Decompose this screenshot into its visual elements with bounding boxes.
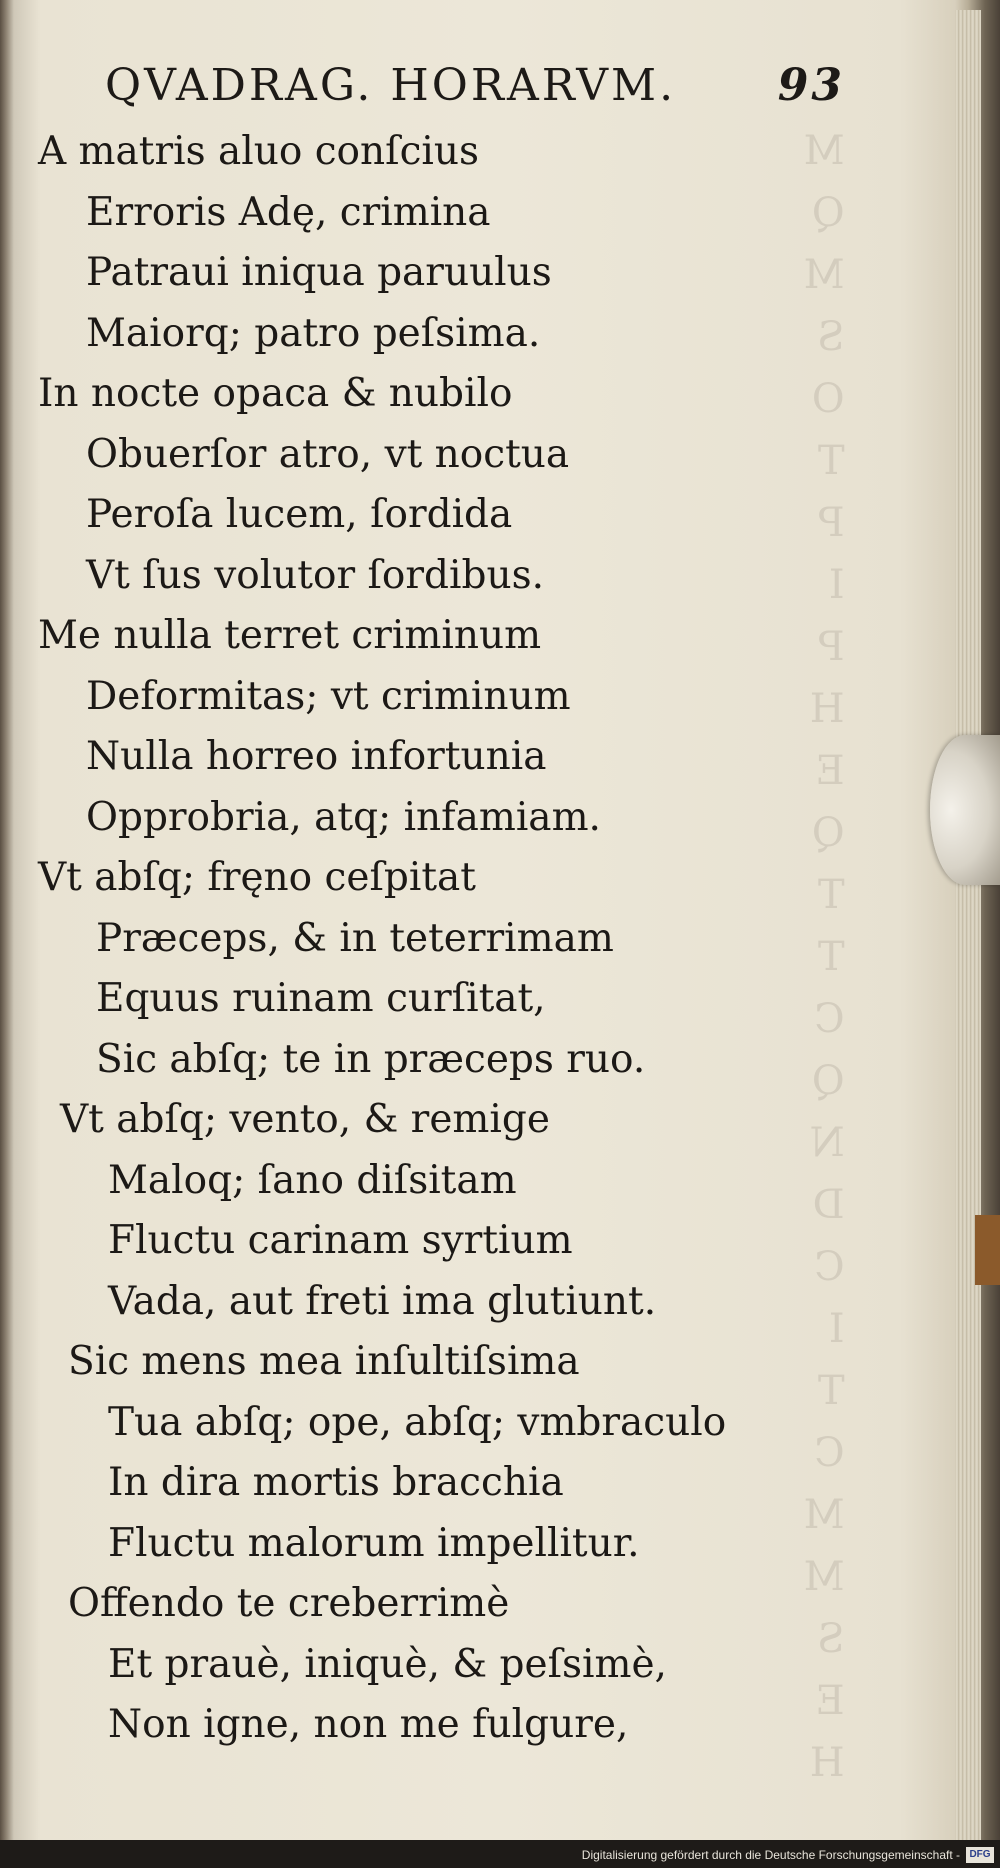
bookmark-tab xyxy=(975,1215,1000,1285)
verse-line: Non igne, non me fulgure, xyxy=(108,1702,629,1747)
book-clasp xyxy=(930,735,1000,885)
verse-line: Obuerſor atro, vt noctua xyxy=(86,431,570,477)
verse-line: Maiorq; patro peſsima. xyxy=(86,310,541,356)
verse-line: Deformitas; vt criminum xyxy=(86,673,571,719)
page-edge xyxy=(955,10,981,1840)
verse-line: Fluctu carinam syrtium xyxy=(108,1218,573,1263)
verse-line: Tua abſq; ope, abſq; vmbraculo xyxy=(108,1399,727,1445)
running-header xyxy=(105,60,845,120)
verse-line: In dira mortis bracchia xyxy=(108,1460,564,1505)
verse-line: Equus ruinam curſitat, xyxy=(96,976,546,1021)
dfg-logo-icon: DFG xyxy=(966,1847,994,1863)
verse-line: Patraui iniqua paruulus xyxy=(86,250,552,295)
verse-line: Vt ſus volutor ſordibus. xyxy=(86,552,544,598)
verse-line: Sic abſq; te in præceps ruo. xyxy=(96,1036,646,1082)
verse-line: Maloq; ſano diſsitam xyxy=(108,1157,517,1203)
verse-line: Et prauè, iniquè, & peſsimè, xyxy=(108,1641,667,1687)
footer-credit: Digitalisierung gefördert durch die Deutsche Forschungsgemeinschaft - xyxy=(581,1848,960,1862)
verse-line: Vt abſq; fręno ceſpitat xyxy=(38,855,476,900)
verse-line: Fluctu malorum impellitur. xyxy=(108,1520,640,1566)
footer-bar xyxy=(0,1840,1000,1868)
verse-line: In nocte opaca & nubilo xyxy=(38,371,513,416)
verse-line: Me nulla terret criminum xyxy=(38,613,542,658)
verse-line: A matris aluo conſcius xyxy=(38,129,480,174)
header-title: QVADRAG. HORARVM. xyxy=(105,60,677,111)
verse-line: Opprobria, atq; infamiam. xyxy=(86,794,601,840)
verse-line: Sic mens mea inſultiſsima xyxy=(68,1339,580,1384)
verse-line: Peroſa lucem, ſordida xyxy=(86,492,513,537)
verse-line: Erroris Adę, crimina xyxy=(86,189,491,235)
verse-line: Nulla horreo infortunia xyxy=(86,734,547,779)
poem-text xyxy=(38,122,858,1756)
verse-line: Vada, aut freti ima glutiunt. xyxy=(108,1278,657,1324)
page-number: 93 xyxy=(777,60,845,111)
verse-line: Præceps, & in teterrimam xyxy=(96,915,614,961)
verse-line: Vt abſq; vento, & remige xyxy=(60,1097,550,1142)
verse-line: Offendo te creberrimè xyxy=(68,1581,510,1626)
